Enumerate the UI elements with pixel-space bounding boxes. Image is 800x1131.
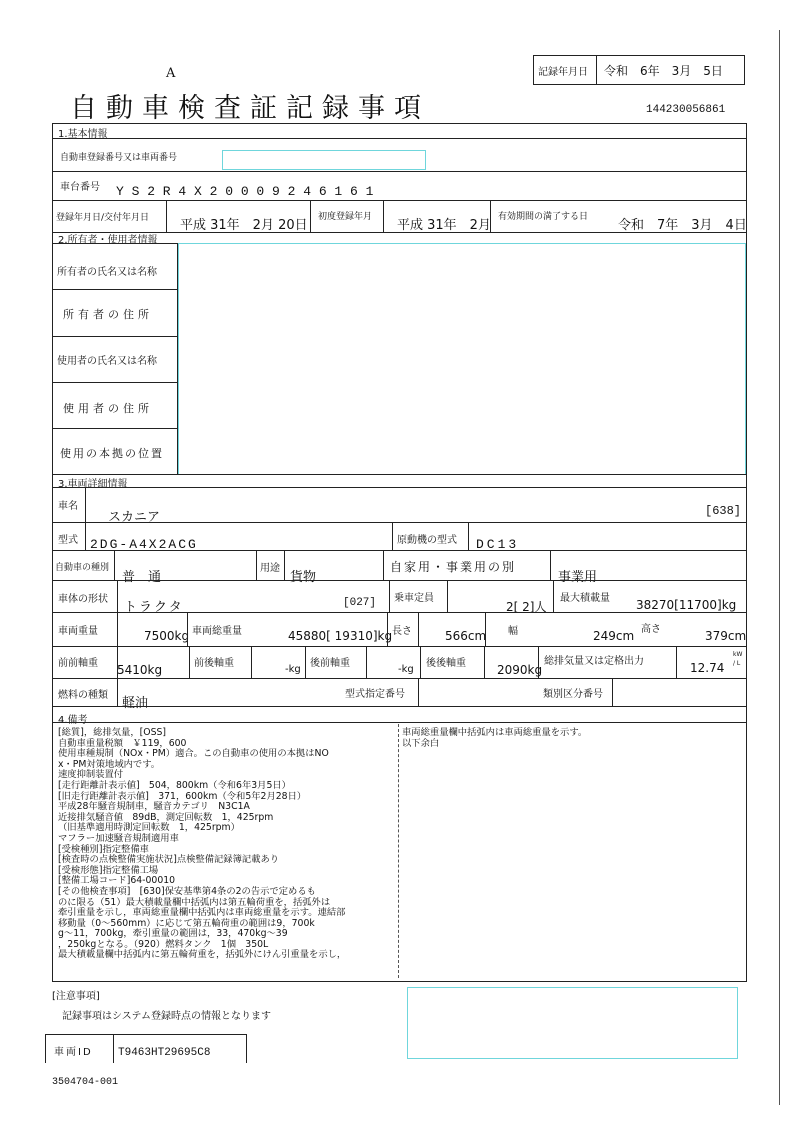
vehicle-kind: 普 通 [122, 570, 162, 585]
engine-model: DC13 [476, 537, 520, 552]
height: 379cm [705, 629, 747, 643]
displacement: 12.74 [690, 661, 725, 675]
expiry-date: 令和 7年 3月 4日 [618, 218, 747, 233]
vehicle-kind-label: 自動車の種別 [55, 563, 110, 573]
rear-front-axle-label: 後前軸重 [310, 658, 350, 669]
maker: スカニア [108, 510, 161, 525]
front-rear-axle-label: 前後軸重 [194, 658, 234, 669]
body-shape: トラクタ [124, 600, 184, 615]
max-load: 38270[11700]kg [636, 598, 737, 612]
width: 249cm [593, 629, 635, 643]
chassis-number-label: 車台番号 [60, 182, 100, 193]
record-date-box [533, 55, 745, 85]
owner-user-info-masked [178, 243, 746, 475]
body-shape-label: 車体の形状 [58, 594, 108, 605]
front-front-axle: 5410kg [117, 663, 163, 677]
model-label: 型式 [58, 535, 78, 546]
max-load-label: 最大積載量 [560, 593, 610, 604]
notes-masked [407, 987, 738, 1059]
category-number-label: 類別区分番号 [543, 689, 603, 700]
registration-number-label: 自動車登録番号又は車両番号 [60, 153, 178, 163]
vehicle-weight-label: 車両重量 [58, 626, 98, 637]
footer-code: 3504704-001 [52, 1077, 119, 1088]
rear-rear-axle-label: 後後軸重 [426, 658, 466, 669]
section-remarks: 4.備考 [58, 715, 88, 726]
section-basic-info: 1.基本情報 [58, 129, 108, 140]
rear-rear-axle: 2090kg [497, 663, 543, 677]
document-mark: A [166, 66, 176, 81]
rear-front-axle: -kg [398, 664, 414, 675]
use: 貨物 [290, 570, 317, 585]
private-business-label: 自家用・事業用の別 [390, 560, 517, 574]
notes-text: 記録事項はシステム登録時点の情報となります [62, 1011, 271, 1022]
fuel-type-label: 燃料の種類 [58, 690, 108, 701]
record-date: 令和 6年 3月 5日 [604, 64, 723, 78]
model: 2DG-A4X2ACG [90, 537, 198, 552]
displacement-label: 総排気量又は定格出力 [544, 656, 644, 667]
engine-model-label: 原動機の型式 [397, 535, 457, 546]
user-address-label: 使用者の住所 [63, 402, 153, 415]
first-registration-label: 初度登録年月 [318, 212, 373, 222]
document-number: 144230056861 [646, 104, 726, 116]
front-rear-axle: -kg [285, 664, 301, 675]
vehicle-id: T9463HT29695C8 [118, 1047, 211, 1059]
expiry-label: 有効期間の満了する日 [498, 212, 589, 222]
record-date-label: 記録年月日 [538, 67, 588, 78]
height-label: 高さ [641, 624, 661, 635]
use-label: 用途 [260, 563, 280, 574]
user-name-label: 使用者の氏名又は名称 [57, 356, 157, 367]
width-label: 幅 [508, 626, 518, 637]
type-designation-label: 型式指定番号 [345, 689, 405, 700]
fuel-type: 軽油 [122, 696, 149, 711]
gross-weight: 45880[ 19310]kg [288, 629, 393, 643]
first-registration: 平成 31年 2月 [397, 218, 491, 233]
front-front-axle-label: 前前軸重 [58, 658, 98, 669]
owner-address-label: 所有者の住所 [63, 308, 153, 321]
vehicle-id-label: 車両ID [54, 1047, 93, 1058]
remarks-right: 車両総重量欄中括弧内は車両総重量を示す。 以下余白 [402, 727, 588, 749]
registration-date: 平成 31年 2月 20日 [180, 218, 308, 233]
page-edge [779, 30, 780, 1105]
section-vehicle-details: 3.車両詳細情報 [58, 479, 128, 490]
page-title: 自動車検査証記録事項 [70, 93, 430, 124]
private-business: 事業用 [558, 570, 598, 585]
owner-name-label: 所有者の氏名又は名称 [57, 267, 157, 278]
registration-number-masked [222, 150, 426, 170]
maker-code: [638] [705, 504, 742, 518]
maker-label: 車名 [58, 501, 78, 512]
base-location-label: 使用の本拠の位置 [60, 447, 164, 460]
remarks-left: [総質]，総排気量，[OSS] 自動車重量税額 ￥119，600 使用車種規制（NOx・PM）適合。この自動車の使用の本拠はNO x・PM対策地域内です。 速度抑制装置付 [走行距離計表示値] 504，800km（令和6年3月5日） [旧走行距離計表示値] 371，600km（令和5年2月28日） 平成28年騒音規制車，騒音カテゴリ N3C1A 近接排気騒音値 89dB，測定回転数 1，425rpm （旧基準適用時測定回転数 1，425rpm） マフラー加速騒音規制適用車 [受検種別]指定整備車 [検査時の点検整備実施状況]点検整備記録簿記載あり [受検形態]指定整備工場 [整備工場コード]64-00010 [その他検査事項] [630]保安基準第4条の2の告示で定めるも のに限る（51）最大積載量欄中括弧内は第五輪荷重を，括弧外は 牽引重量を示し，車両総重量欄中括弧内は車両総重量を示す。連結部 移動量（0～560mm）に応じて第五輪荷重の範囲は9，700k g～11，700kg，牽引重量の範囲は，33，470kg～39 ，250kgとなる。（920）燃料タンク 1個 350L 最大積載量欄中括弧内に第五輪荷重を，括弧外にけん引重量を示し， [58, 727, 347, 961]
gross-weight-label: 車両総重量 [192, 626, 242, 637]
vehicle-id-box [45, 1034, 247, 1063]
vehicle-weight: 7500kg [144, 629, 190, 643]
registration-date-label: 登録年月日/交付年月日 [56, 213, 150, 223]
body-shape-code: [027] [343, 597, 377, 609]
chassis-number: Y S 2 R 4 X 2 0 0 0 9 2 4 6 1 6 1 [116, 184, 374, 199]
length: 566cm [445, 629, 487, 643]
capacity: 2[ 2]人 [506, 600, 547, 614]
capacity-label: 乗車定員 [394, 593, 434, 604]
section-owner-info: 2.所有者・使用者情報 [58, 235, 158, 246]
length-label: 長さ [392, 626, 412, 637]
displacement-unit: kW / L [733, 651, 743, 667]
notes-title: [注意事項] [52, 991, 100, 1002]
